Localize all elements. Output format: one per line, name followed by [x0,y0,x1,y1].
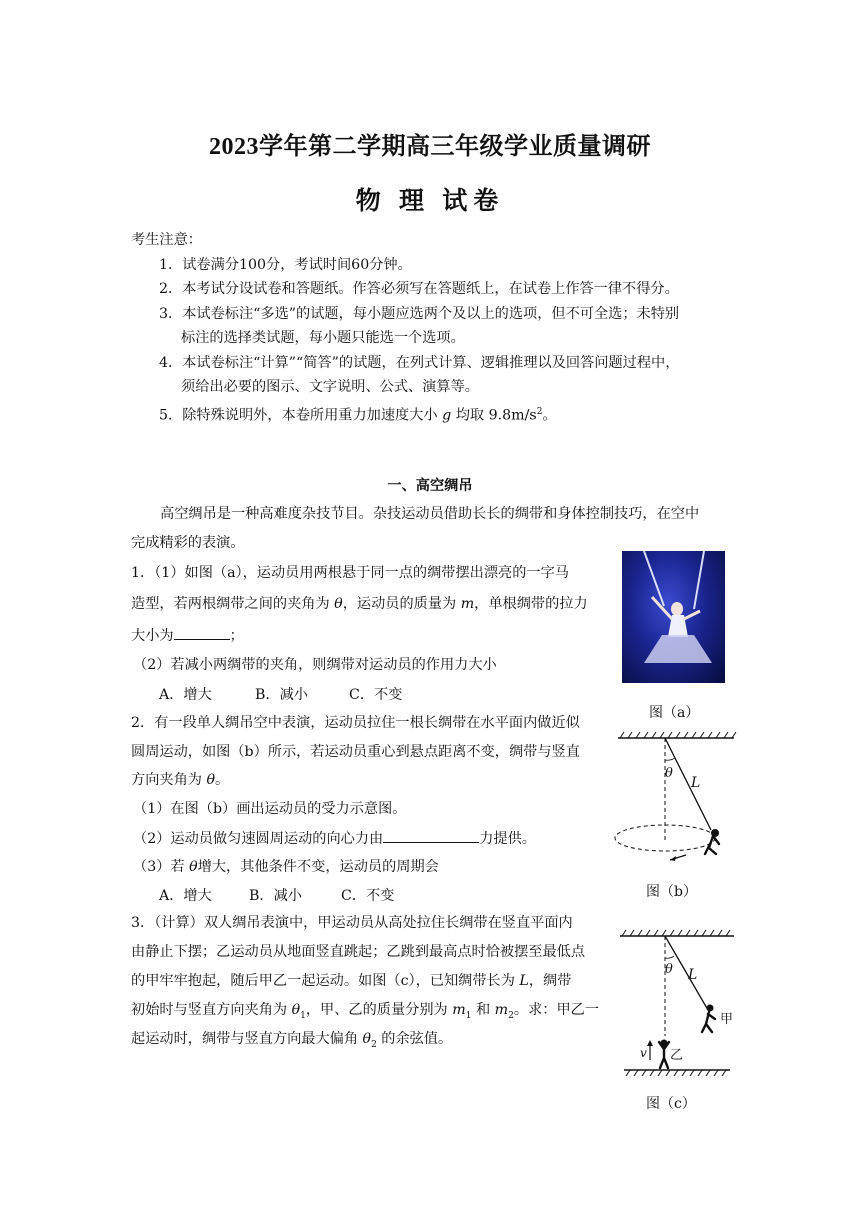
notice-item-2: 2．本考试分设试卷和答题纸。作答必须写在答题纸上，在试卷上作答一律不得分。 [159,281,679,297]
q2-answer-blank [383,828,479,843]
notice-item-4-cont: 须给出必要的图示、文字说明、公式、演算等。 [181,379,479,395]
q2-part-3: （3）若 θ增大，其他条件不变，运动员的周期会 [133,859,439,875]
figure-b-length-label: L [691,775,701,791]
q3-line-1: 3．（计算）双人绸吊表演中，甲运动员从高处拉住长绸带在竖直平面内 [131,915,573,931]
notice-item-4: 4．本试卷标注“计算”“简答”的试题，在列式计算、逻辑推理以及回答问题过程中， [159,355,680,371]
q1-part-2: （2）若减小两绸带的夹角，则绸带对运动员的作用力大小 [133,657,497,673]
q2-option-c: C．不变 [341,888,395,904]
exam-title: 2023学年第二学期高三年级学业质量调研 [209,134,651,160]
q2-line-2: 圆周运动，如图（b）所示，若运动员重心到悬点距离不变，绸带与竖直 [131,744,580,760]
q1-option-b: B．减小 [255,687,308,703]
q1-option-c: C．不变 [349,687,403,703]
q2-option-b: B．减小 [249,888,302,904]
q3-line-2: 由静止下摆；乙运动员从地面竖直跳起；乙跳到最高点时恰被摆至最低点 [131,944,586,960]
q3-line-3: 的甲牢牢抱起，随后甲乙一起运动。如图（c），已知绸带长为 L，绸带 [131,973,572,989]
q1-line-2: 造型，若两根绸带之间的夹角为 θ，运动员的质量为 m，单根绸带的拉力 [131,596,588,612]
q2-part-2: （2）运动员做匀速圆周运动的向心力由 力提供。 [133,828,536,849]
figure-b-diagram [612,730,742,870]
q1-line-3: 大小为 ； [131,625,244,646]
section-intro-1: 高空绸吊是一种高难度杂技节目。杂技运动员借助长长的绸带和身体控制技巧，在空中 [160,506,700,522]
figure-c-yi-label: 乙 [670,1048,684,1063]
figure-a-photo [622,551,725,683]
q1-option-a: A．增大 [159,687,212,703]
figure-c-jia-label: 甲 [720,1012,734,1027]
q2-line-3: 方向夹角为 θ。 [131,772,230,788]
q2-option-a: A．增大 [159,888,212,904]
notice-item-3: 3．本试卷标注“多选”的试题，每小题应选两个及以上的选项，但不可全选；未特别 [159,306,680,322]
figure-b-caption: 图（b） [646,884,697,900]
figure-c-caption: 图（c） [646,1096,696,1112]
notice-item-1: 1．试卷满分100分，考试时间60分钟。 [159,257,412,273]
figure-c-theta-label: θ [665,962,673,977]
q2-line-1: 2．有一段单人绸吊空中表演，运动员拉住一根长绸带在水平面内做近似 [131,715,580,731]
q3-line-5: 起运动时，绸带与竖直方向最大偏角 $\theta_2$ 的余弦值。 [131,1031,453,1050]
notice-heading: 考生注意： [131,232,202,248]
section-intro-2: 完成精彩的表演。 [131,535,245,551]
section-heading: 一、高空绸吊 [387,478,473,494]
notice-item-5: 5．除特殊说明外，本卷所用重力加速度大小 g 均取 $9.8m/s^2$。 [159,407,557,424]
figure-c-velocity-label: v [640,1046,647,1060]
figure-c-length-label: L [688,967,698,983]
figure-b-theta-label: θ [665,766,673,781]
q2-part-1: （1）在图（b）画出运动员的受力示意图。 [133,801,407,817]
q1-line-1: 1．（1）如图（a），运动员用两根悬于同一点的绸带摆出漂亮的一字马 [131,565,569,581]
q1-answer-blank [174,625,230,640]
figure-a-caption: 图（a） [649,705,700,721]
q3-line-4: 初始时与竖直方向夹角为 $\theta_1$，甲、乙的质量分别为 $m_1$ 和 $m_2$。求：甲乙一 [131,1002,600,1021]
notice-item-3-cont: 标注的选择类试题，每小题只能选一个选项。 [181,330,465,346]
exam-subtitle: 物 理 试卷 [355,188,505,215]
